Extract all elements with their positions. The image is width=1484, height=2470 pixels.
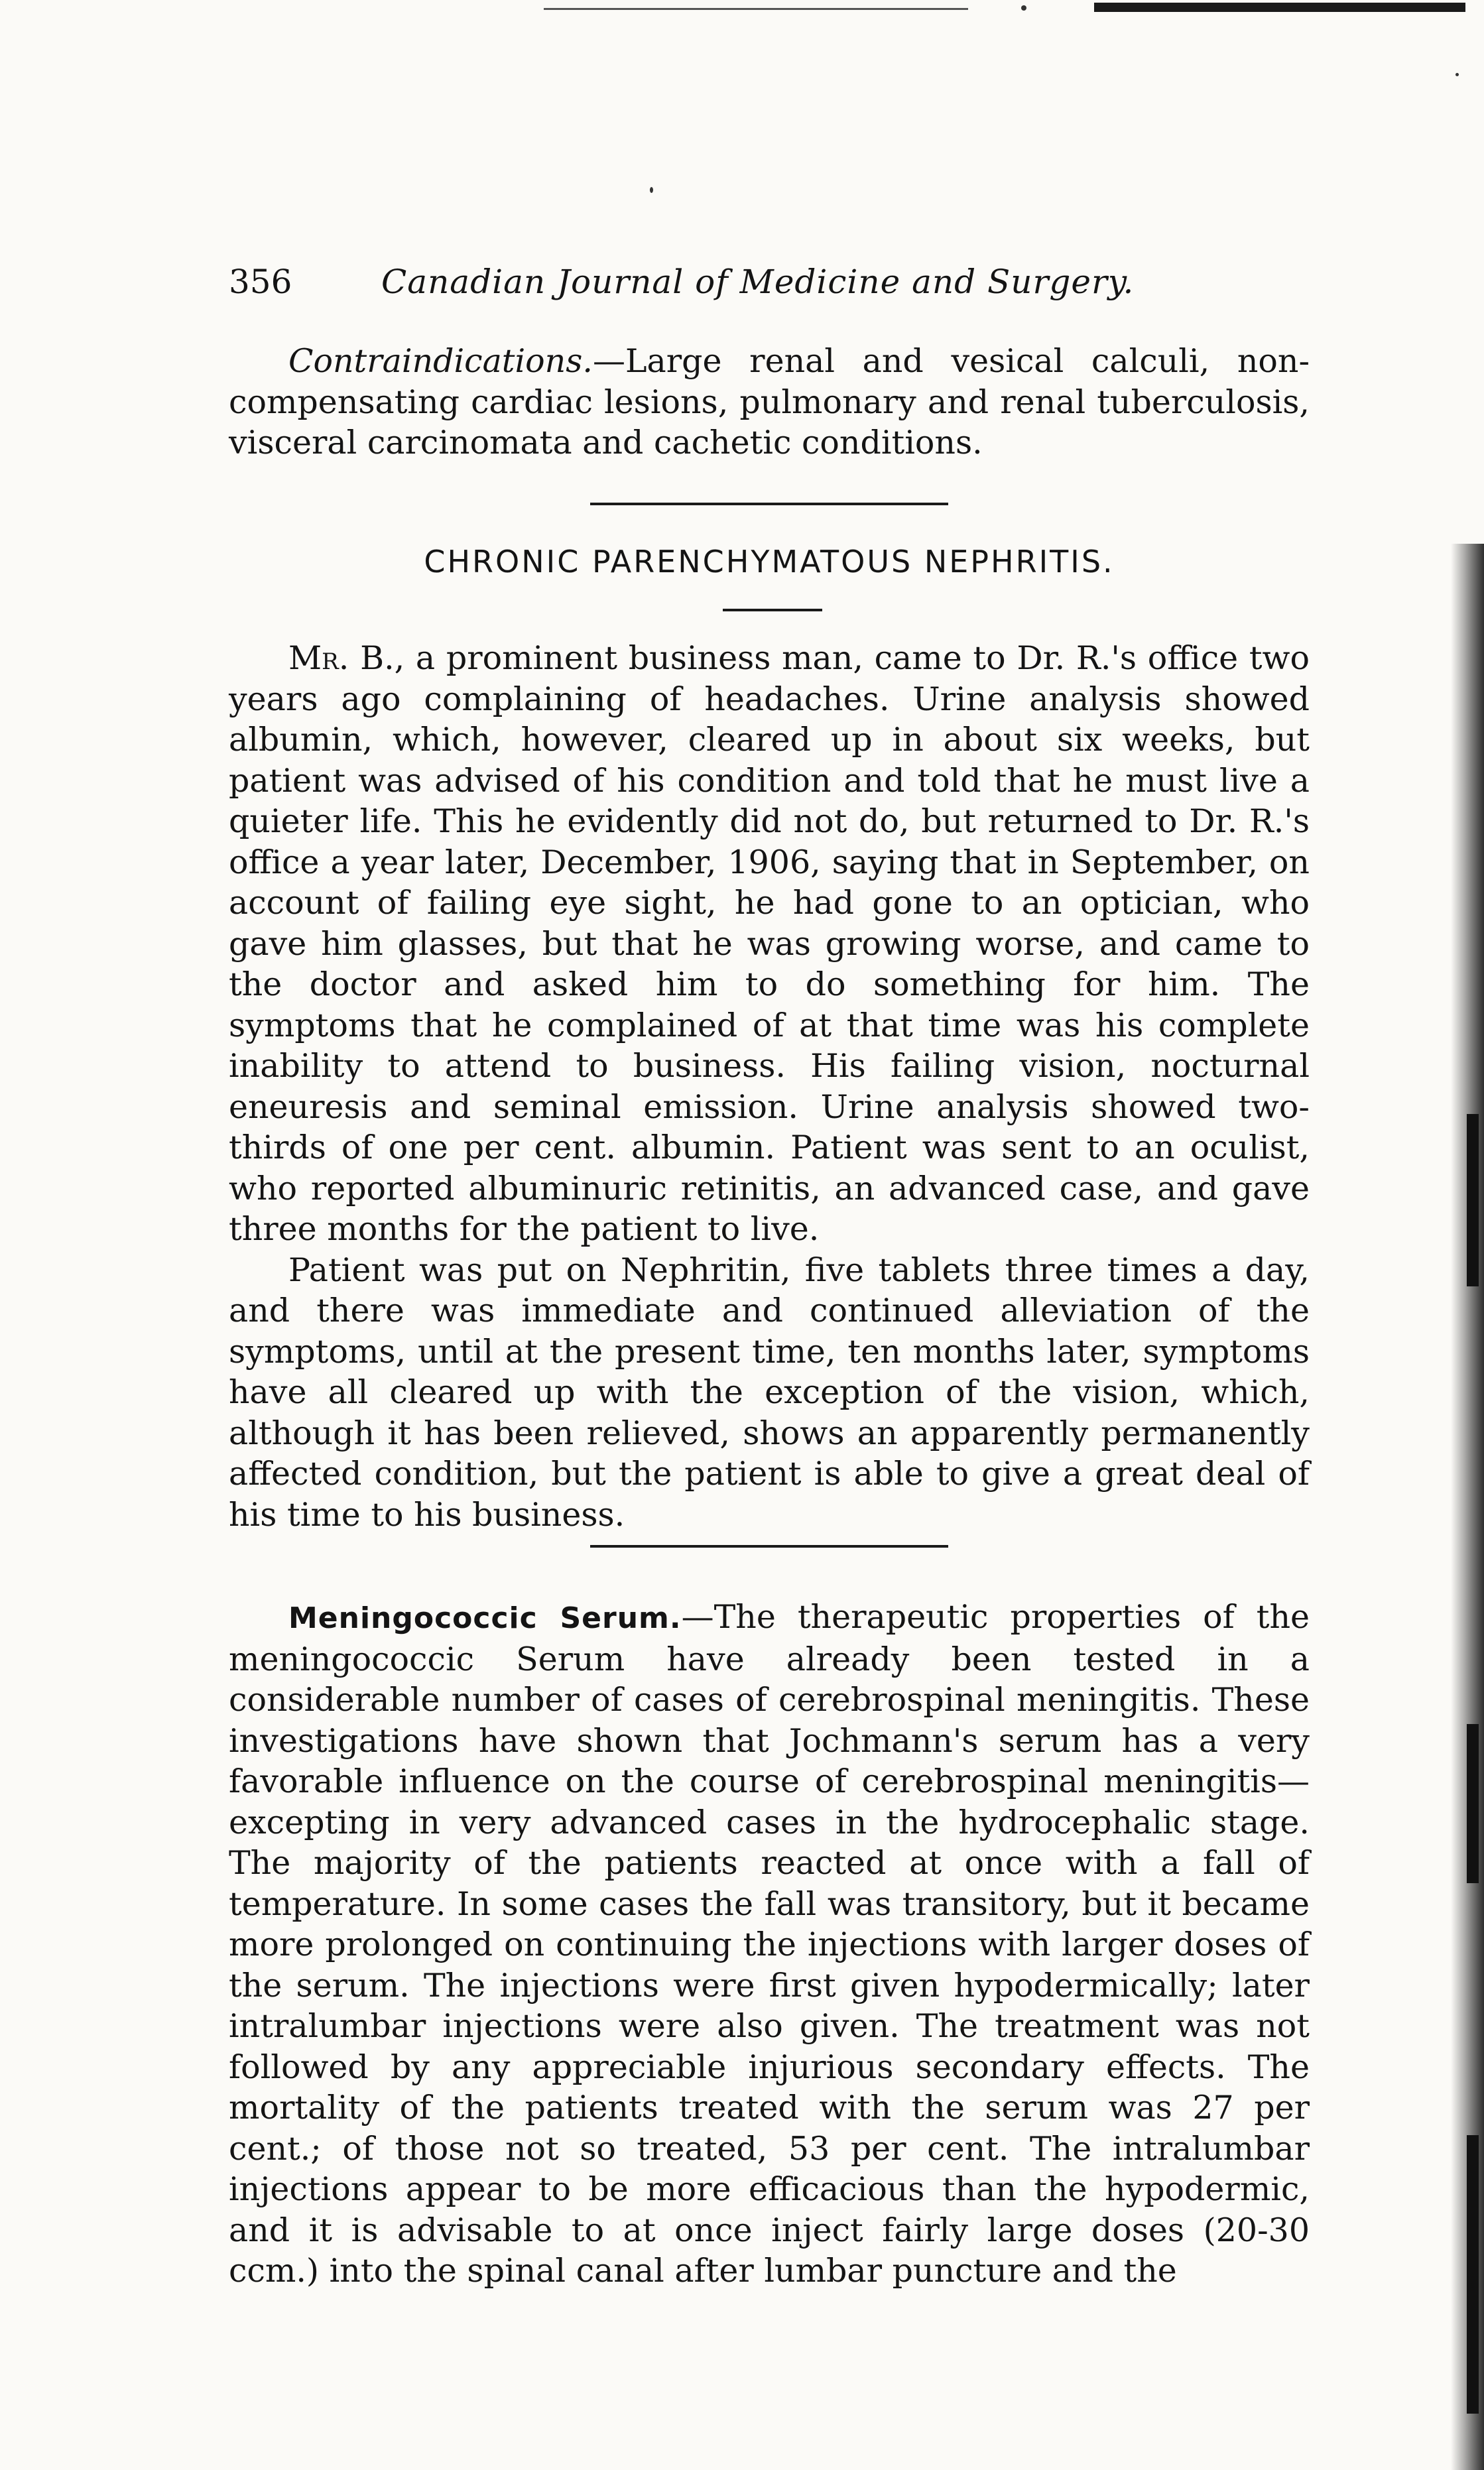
binding-mark (1467, 1724, 1479, 1883)
case-paragraph-2: Patient was put on Nephritin, five tablets three times a day, and there was immediate and continued alleviation of the symptoms, until at the present time, ten months later, symptoms have all cleared up with the exception of the vision, which, although it has been relieved, shows an apparently permanently affected condition, but the patient is able to give a great deal of his time to his business. (229, 1251, 1310, 1534)
contraindications-lead: Contraindications. (288, 342, 593, 380)
case-report (229, 638, 1310, 1535)
scan-speck (650, 187, 653, 193)
running-head (229, 259, 1316, 305)
case-paragraph-1 (229, 638, 1310, 1250)
meningococcic-paragraph (229, 1597, 1310, 2292)
heading-underline (723, 609, 822, 611)
case-lead: Mr. (288, 639, 349, 677)
page-number: 356 (229, 263, 292, 301)
binding-mark (1467, 2135, 1479, 2414)
journal-title: Canadian Journal of Medicine and Surgery. (381, 263, 1135, 301)
contraindications-paragraph (229, 341, 1310, 463)
scan-speck (1455, 73, 1459, 76)
section-heading: CHRONIC PARENCHYMATOUS NEPHRITIS. (424, 544, 1115, 580)
meningococcic-text: —The therapeutic properties of the meningococcic Serum have already been tested in a considerable number of cases of cerebrospinal meningitis. These investigations have shown that Jochmann's serum has a very favorable influence on the course of cerebrospinal meningitis—excepting in very advanced cases in the hydrocephalic stage. The majority of the patients reacted at once with a fall of temperature. In some cases the fall was transitory, but it became more prolonged on continuing the injections with larger doses of the serum. The injections were first given hypodermically; later intralumbar injections were also given. The treatment was not followed by any appreciable injurious secondary effects. The mortality of the patients treated with the serum was 27 per cent.; of those not so treated, 53 per cent. The intralumbar injections appear to be more efficacious than the hypodermic, and it is advisable to at once inject fairly large doses (20-30 ccm.) into the spinal canal after lumbar puncture and the (229, 1598, 1310, 2290)
scan-speck (1021, 5, 1026, 11)
case-text-1: B., a prominent business man, came to Dr. R.'s office two years ago complaining of headaches. Urine analysis showed albumin, which, however, cleared up in about six weeks, but patient was advised of his condition and told that he must live a quieter life. This he evidently did not do, but returned to Dr. R.'s office a year later, December, 1906, saying that in September, on account of failing eye sight, he had gone to an optician, who gave him glasses, but that he was growing worse, and came to the doctor and asked him to do something for him. The symptoms that he complained of at that time was his complete inability to attend to business. His failing vision, nocturnal eneuresis and seminal emission. Urine analysis showed two-thirds of one per cent. albumin. Patient was sent to an oculist, who reported albuminuric retinitis, an advanced case, and gave three months for the patient to live. (229, 639, 1310, 1248)
top-scan-bar (1094, 3, 1465, 12)
separator-rule (590, 1545, 948, 1548)
binding-mark (1467, 1114, 1479, 1286)
meningococcic-lead: Meningococcic Serum. (288, 1601, 682, 1635)
separator-rule (590, 503, 948, 505)
contraindications-text: —Large renal and vesical calculi, non-compensating cardiac lesions, pulmonary and renal tuberculosis, visceral carcinomata and cachetic conditions. (229, 342, 1310, 462)
top-scan-line (544, 8, 968, 10)
